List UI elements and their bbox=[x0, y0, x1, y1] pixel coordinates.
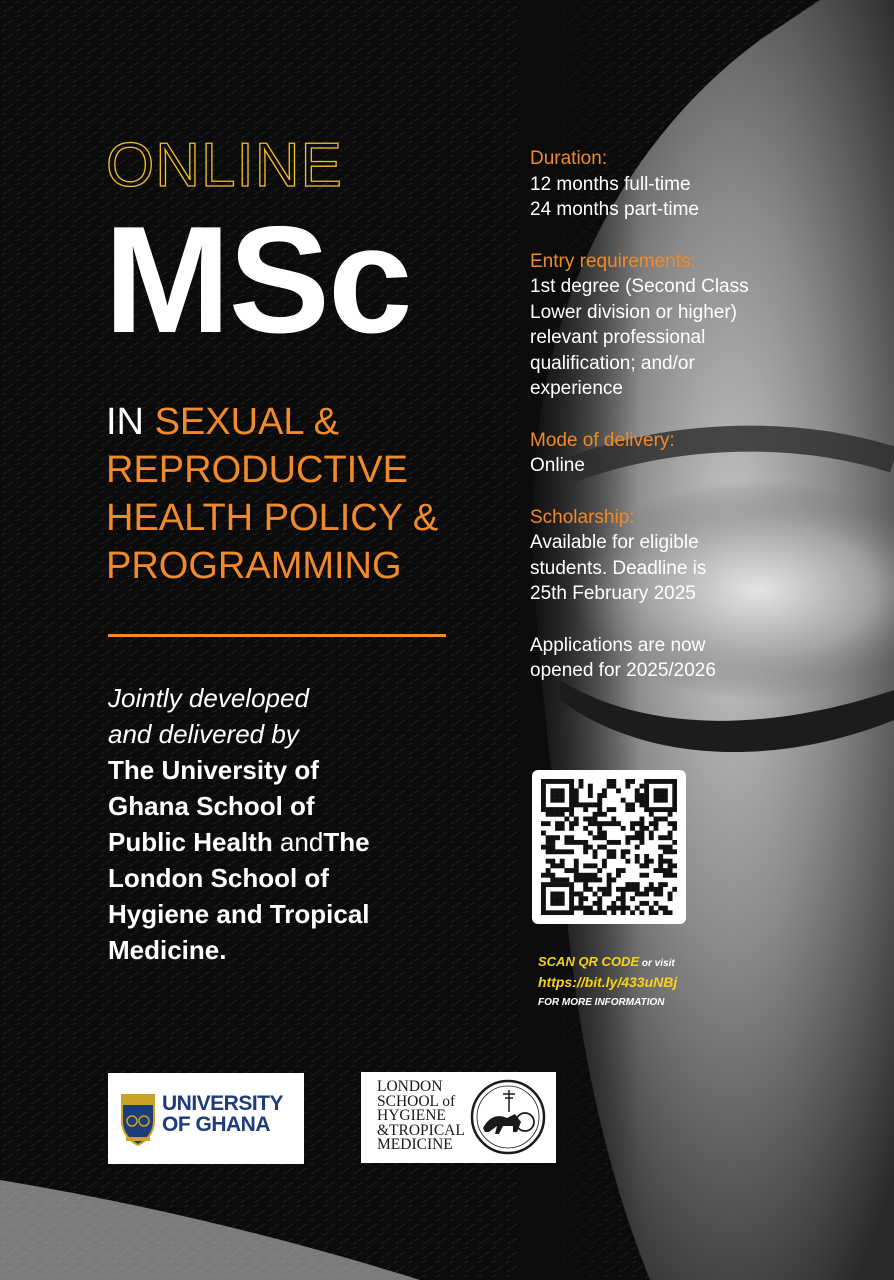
lshtm-seal-icon bbox=[469, 1078, 547, 1156]
orange-divider bbox=[108, 634, 446, 637]
ug-wordmark-line-1: UNIVERSITY bbox=[162, 1092, 284, 1115]
duration-value: 12 months full-time 24 months part-time bbox=[530, 173, 699, 220]
lshtm-line-1: LONDON bbox=[377, 1078, 443, 1095]
duration-label: Duration: bbox=[530, 148, 608, 169]
entry-requirements-block bbox=[530, 249, 830, 402]
title-online-text: ONLINE bbox=[106, 131, 343, 200]
subject-line-1: SEXUAL & bbox=[154, 401, 340, 443]
applications-block bbox=[530, 633, 830, 684]
subject-line-3: HEALTH POLICY & bbox=[106, 497, 439, 539]
partner-line-2: Ghana School of bbox=[108, 791, 315, 821]
partner-line-3: Public Health bbox=[108, 827, 280, 857]
programme-details bbox=[530, 146, 830, 710]
applications-text: Applications are now opened for 2025/2026 bbox=[530, 634, 716, 681]
jointly-intro-1: Jointly developed bbox=[108, 683, 309, 713]
mode-of-delivery-label: Mode of delivery: bbox=[530, 429, 675, 451]
jointly-developed-text bbox=[108, 680, 508, 968]
lshtm-line-2: SCHOOL of bbox=[377, 1092, 456, 1110]
ug-wordmark-line-2: OF GHANA bbox=[162, 1113, 270, 1136]
mode-of-delivery-value: Online bbox=[530, 455, 585, 476]
lshtm-line-3: HYGIENE bbox=[377, 1107, 446, 1124]
title-msc: MSc bbox=[104, 195, 411, 365]
qr-code-pattern bbox=[541, 779, 677, 915]
lshtm-wordmark bbox=[377, 1080, 465, 1153]
subject-line-4: PROGRAMMING bbox=[106, 545, 402, 587]
partner-line-4: The bbox=[323, 827, 370, 857]
qr-code[interactable] bbox=[532, 770, 686, 924]
qr-caption bbox=[538, 953, 677, 1012]
jointly-intro-2: and delivered by bbox=[108, 719, 299, 749]
scholarship-label: Scholarship: bbox=[530, 506, 635, 528]
entry-requirements-label: Entry requirements: bbox=[530, 250, 696, 272]
partner-and: and bbox=[279, 827, 324, 857]
info-link[interactable]: https://bit.ly/433uNBj bbox=[538, 974, 678, 990]
entry-requirements-value: 1st degree (Second Class Lower division or higher) relevant professional qualification; and/or experience bbox=[530, 276, 749, 399]
scan-qr-code-label: SCAN QR CODE bbox=[538, 954, 640, 969]
scholarship-value: Available for eligible students. Deadline is 25th February 2025 bbox=[530, 532, 707, 604]
or-visit-label: or visit bbox=[639, 958, 675, 969]
programme-subject bbox=[106, 398, 506, 590]
partner-line-1: The University of bbox=[108, 755, 319, 785]
subject-in: IN bbox=[106, 401, 144, 443]
scholarship-block bbox=[530, 505, 830, 607]
mode-of-delivery-block bbox=[530, 428, 830, 479]
ug-crest-icon bbox=[120, 1091, 156, 1147]
university-of-ghana-logo bbox=[108, 1073, 304, 1164]
partner-line-7: Medicine. bbox=[108, 935, 227, 965]
subject-line-2: REPRODUCTIVE bbox=[106, 449, 408, 491]
lshtm-logo bbox=[361, 1072, 556, 1163]
partner-line-5: London School of bbox=[108, 863, 329, 893]
duration-block bbox=[530, 146, 830, 223]
lshtm-line-5: MEDICINE bbox=[377, 1136, 453, 1153]
ug-wordmark bbox=[162, 1093, 283, 1135]
lshtm-line-4: &TROPICAL bbox=[377, 1121, 465, 1139]
more-info-label: FOR MORE INFORMATION bbox=[538, 997, 665, 1008]
partner-line-6: Hygiene and Tropical bbox=[108, 899, 370, 929]
